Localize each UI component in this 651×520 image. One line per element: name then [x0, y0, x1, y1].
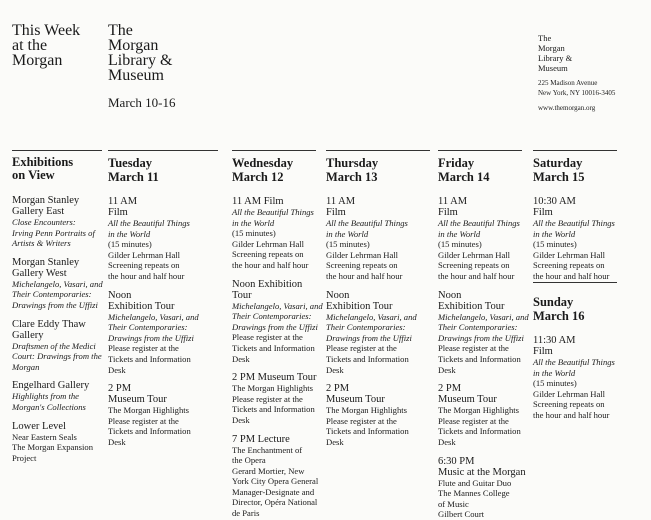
event-detail: The Mannes College [438, 488, 510, 499]
event-detail: The Morgan Highlights [438, 405, 519, 416]
event-detail: Please register at the [232, 332, 303, 343]
event-subject: Drawings from the Uffizi [108, 332, 194, 343]
event-time: 2 PM Museum Tour [232, 372, 317, 384]
event-detail: Director, Opéra National [232, 497, 318, 508]
event-detail: Screening repeats on [326, 260, 398, 271]
gallery-name: Clare Eddy Thaw [12, 318, 86, 330]
exhibition-item [12, 421, 104, 464]
event-subject: Their Contemporaries: [326, 322, 406, 333]
day-name: Tuesday [108, 156, 153, 170]
event-subject: in the World [108, 228, 151, 239]
day-date: March 11 [108, 170, 159, 184]
event-detail: the hour and half hour [533, 409, 610, 420]
event-title: Museum Tour [438, 394, 497, 406]
event-detail: Tickets and Information [232, 342, 315, 353]
event-title: Music at the Morgan [438, 466, 526, 478]
divider [533, 150, 617, 151]
event-subject: All the Beautiful Things [438, 218, 520, 228]
day-heading [232, 156, 324, 184]
event-time: 11:30 AM [533, 335, 576, 346]
event-detail: Desk [232, 414, 250, 425]
exhibition-title: Artists & Writers [12, 238, 71, 249]
event-item [438, 196, 530, 282]
event-detail: Tickets and Information [108, 426, 191, 437]
event-detail: Desk [108, 364, 126, 375]
event-detail: Screening repeats on [232, 249, 304, 260]
event-time: 11 AM [108, 196, 138, 207]
exhibition-title: Morgan's Collections [12, 401, 86, 412]
event-subject: All the Beautiful Things [232, 207, 314, 217]
contact-address: 225 Madison Avenue [538, 79, 598, 87]
exhibition-title: Michelangelo, Vasari, and [12, 278, 103, 289]
event-detail: Desk [438, 436, 456, 447]
event-detail: The Morgan Highlights [232, 383, 313, 394]
event-detail: Tickets and Information [326, 426, 409, 437]
event-time: Noon [326, 289, 350, 301]
event-detail: Tickets and Information [108, 353, 191, 364]
event-detail: Desk [232, 353, 250, 364]
museum-line: Library & [108, 52, 173, 69]
day-name: Wednesday [232, 156, 294, 170]
event-subject: Their Contemporaries: [108, 322, 188, 333]
event-subject: in the World [232, 217, 275, 228]
event-subject: Drawings from the Uffizi [438, 332, 524, 343]
exhibition-item [12, 380, 104, 412]
event-detail: de Paris [232, 508, 260, 519]
event-time: Noon [438, 289, 462, 301]
exhibition-title: Morgan [12, 361, 40, 372]
event-detail: Manager-Designate and [232, 486, 315, 497]
event-title: Exhibition Tour [326, 300, 393, 312]
event-detail: Gerard Mortier, New [232, 465, 305, 476]
event-subject: in the World [326, 228, 369, 239]
event-item [326, 290, 434, 376]
event-detail: (15 minutes) [108, 239, 152, 250]
event-subject: All the Beautiful Things [533, 218, 615, 228]
event-time: 11 AM [438, 196, 468, 207]
divider [232, 150, 316, 151]
event-detail: Please register at the [232, 393, 303, 404]
event-title: Film [533, 346, 553, 357]
day-date: March 15 [533, 170, 585, 184]
brand-title [12, 23, 102, 68]
day-name: Saturday [533, 156, 583, 170]
event-detail: Please register at the [108, 415, 179, 426]
heading-line: Exhibitions [12, 155, 74, 169]
event-detail: the hour and half hour [326, 270, 403, 281]
event-item [232, 372, 324, 425]
brand-line: This Week [12, 22, 81, 39]
event-subject: Michelangelo, Vasari, and [232, 300, 323, 311]
exhibition-title: Close Encounters: [12, 217, 76, 227]
event-detail: Screening repeats on [108, 260, 180, 271]
event-detail: Gilder Lehrman Hall [533, 388, 606, 399]
event-item [533, 196, 643, 282]
event-item [108, 196, 228, 282]
contact-block [538, 33, 648, 113]
day-heading [108, 156, 228, 184]
gallery-name: Lower Level [12, 420, 66, 432]
event-item [438, 290, 530, 376]
event-time: 7 PM Lecture [232, 433, 290, 445]
day-date: March 13 [326, 170, 378, 184]
event-detail: Gilder Lehrman Hall [533, 249, 606, 260]
event-detail: (15 minutes) [533, 239, 577, 250]
event-title: Film [533, 207, 553, 218]
event-detail: Gilbert Court [438, 509, 485, 520]
contact-name-line: Library & [538, 53, 573, 63]
exhibition-item [12, 319, 104, 373]
event-detail: Gilder Lehrman Hall [326, 249, 399, 260]
event-detail: Desk [326, 436, 344, 447]
event-subject: in the World [438, 228, 481, 239]
event-time: 2 PM [326, 383, 350, 395]
event-title: Museum Tour [108, 394, 167, 406]
brand-line: Morgan [12, 52, 63, 69]
event-detail: the hour and half hour [108, 270, 185, 281]
event-subject: in the World [533, 367, 576, 378]
event-item [438, 456, 530, 520]
event-detail: Gilder Lehrman Hall [232, 238, 305, 249]
event-item [438, 383, 530, 447]
event-detail: Desk [108, 436, 126, 447]
gallery-name: Morgan Stanley [12, 195, 80, 206]
exhibition-title: Their Contemporaries: [12, 289, 92, 300]
divider [533, 282, 617, 283]
heading-line: on View [12, 168, 55, 182]
day-column-thursday [326, 156, 434, 448]
gallery-name: Morgan Stanley [12, 256, 80, 268]
day-column-wednesday [232, 156, 324, 519]
event-detail: Desk [438, 364, 456, 375]
event-title: Exhibition Tour [438, 300, 505, 312]
event-subject: Michelangelo, Vasari, and [438, 311, 529, 322]
event-title: Exhibition Tour [108, 300, 175, 312]
day-heading [533, 156, 643, 184]
event-subject: Drawings from the Uffizi [232, 321, 318, 332]
event-time: 10:30 AM [533, 196, 576, 207]
brand-line: at the [12, 37, 48, 54]
exhibition-title: Near Eastern Seals [12, 431, 77, 442]
exhibition-title: Drawings from the Uffizi [12, 299, 98, 310]
event-time: 11 AM Film [232, 196, 284, 207]
gallery-name: Engelhard Gallery [12, 380, 90, 392]
event-subject: in the World [533, 228, 576, 239]
event-subject: Drawings from the Uffizi [326, 332, 412, 343]
event-subject: Michelangelo, Vasari, and [326, 311, 417, 322]
event-detail: the hour and half hour [438, 270, 515, 281]
event-detail: Please register at the [108, 343, 179, 354]
event-detail: Screening repeats on [533, 399, 605, 410]
day-column-friday [438, 156, 530, 520]
event-item [533, 335, 643, 421]
day-date: March 16 [533, 309, 585, 323]
event-item [232, 279, 324, 365]
exhibition-title: Court: Drawings from the [12, 351, 102, 362]
exhibition-title: Project [12, 452, 37, 463]
event-detail: Gilder Lehrman Hall [438, 249, 511, 260]
day-heading [438, 156, 530, 184]
event-time: 2 PM [108, 383, 132, 395]
day-column-tuesday [108, 156, 228, 448]
exhibition-title: Irving Penn Portraits of [12, 227, 95, 238]
event-detail: The Morgan Highlights [326, 405, 407, 416]
event-detail: Desk [326, 364, 344, 375]
gallery-name: Gallery [12, 329, 44, 341]
event-item [326, 383, 434, 447]
event-detail: The Enchantment of [232, 444, 303, 455]
event-detail: the hour and half hour [232, 259, 309, 270]
event-detail: (15 minutes) [326, 239, 370, 250]
day-heading [533, 295, 643, 323]
event-detail: the Opera [232, 455, 266, 466]
event-detail: Gilder Lehrman Hall [108, 249, 181, 260]
event-detail: Please register at the [438, 343, 509, 354]
exhibition-title: The Morgan Expansion [12, 442, 93, 453]
date-range: March 10-16 [108, 95, 176, 110]
museum-line: Museum [108, 67, 164, 84]
exhibitions-column [12, 156, 104, 463]
day-heading [326, 156, 434, 184]
event-title: Museum Tour [326, 394, 385, 406]
event-detail: York City Opera General [232, 476, 319, 487]
divider [438, 150, 522, 151]
contact-address: New York, NY 10016-3405 [538, 89, 616, 97]
event-subject: Their Contemporaries: [438, 322, 518, 333]
event-time: 2 PM [438, 383, 462, 395]
event-detail: Tickets and Information [232, 404, 315, 415]
event-subject: All the Beautiful Things [533, 357, 615, 367]
event-detail: (15 minutes) [438, 239, 482, 250]
event-subject: Michelangelo, Vasari, and [108, 311, 199, 322]
museum-line: Morgan [108, 37, 159, 54]
event-detail: the hour and half hour [533, 270, 610, 281]
contact-web: www.themorgan.org [538, 104, 596, 112]
event-detail: Screening repeats on [533, 260, 605, 271]
event-title: Film [108, 207, 128, 218]
gallery-name: Gallery West [12, 267, 67, 279]
contact-name-line: The [538, 33, 552, 43]
exhibition-title: Highlights from the [12, 391, 79, 402]
event-detail: Please register at the [438, 415, 509, 426]
event-detail: (15 minutes) [232, 228, 276, 239]
event-detail: Flute and Guitar Duo [438, 477, 512, 488]
event-detail: Screening repeats on [438, 260, 510, 271]
event-title: Film [326, 207, 346, 218]
event-detail: Tickets and Information [438, 426, 521, 437]
event-subject: All the Beautiful Things [108, 218, 190, 228]
event-detail: Tickets and Information [438, 353, 521, 364]
event-detail: of Music [438, 498, 469, 509]
event-item [108, 290, 228, 376]
museum-line: The [108, 22, 133, 39]
event-time: 11 AM [326, 196, 356, 207]
event-item [326, 196, 434, 282]
event-subject: Their Contemporaries: [232, 311, 312, 322]
contact-name-line: Morgan [538, 43, 565, 53]
exhibition-title: Draftsmen of the Medici [12, 340, 96, 351]
exhibition-item [12, 257, 104, 311]
day-name: Sunday [533, 295, 574, 309]
day-column-saturday [533, 156, 643, 282]
event-time: 6:30 PM [438, 455, 475, 467]
event-detail: (15 minutes) [533, 378, 577, 389]
exhibition-item [12, 195, 104, 249]
event-time: Noon [108, 289, 132, 301]
day-column-sunday [533, 295, 643, 421]
event-item [108, 383, 228, 447]
day-date: March 12 [232, 170, 284, 184]
museum-title [108, 23, 228, 83]
divider [108, 150, 218, 151]
day-date: March 14 [438, 170, 490, 184]
event-title: Film [438, 207, 458, 218]
event-detail: The Morgan Highlights [108, 405, 189, 416]
event-detail: Tickets and Information [326, 353, 409, 364]
event-subject: All the Beautiful Things [326, 218, 408, 228]
event-item [232, 196, 324, 271]
event-time: Noon Exhibition [232, 278, 303, 290]
day-name: Friday [438, 156, 475, 170]
event-detail: Please register at the [326, 415, 397, 426]
event-detail: Please register at the [326, 343, 397, 354]
contact-name-line: Museum [538, 63, 568, 73]
day-name: Thursday [326, 156, 379, 170]
gallery-name: Gallery East [12, 206, 65, 217]
divider [326, 150, 430, 151]
exhibitions-heading [12, 156, 104, 182]
event-title: Tour [232, 289, 252, 301]
divider [12, 150, 102, 151]
event-item [232, 434, 324, 519]
